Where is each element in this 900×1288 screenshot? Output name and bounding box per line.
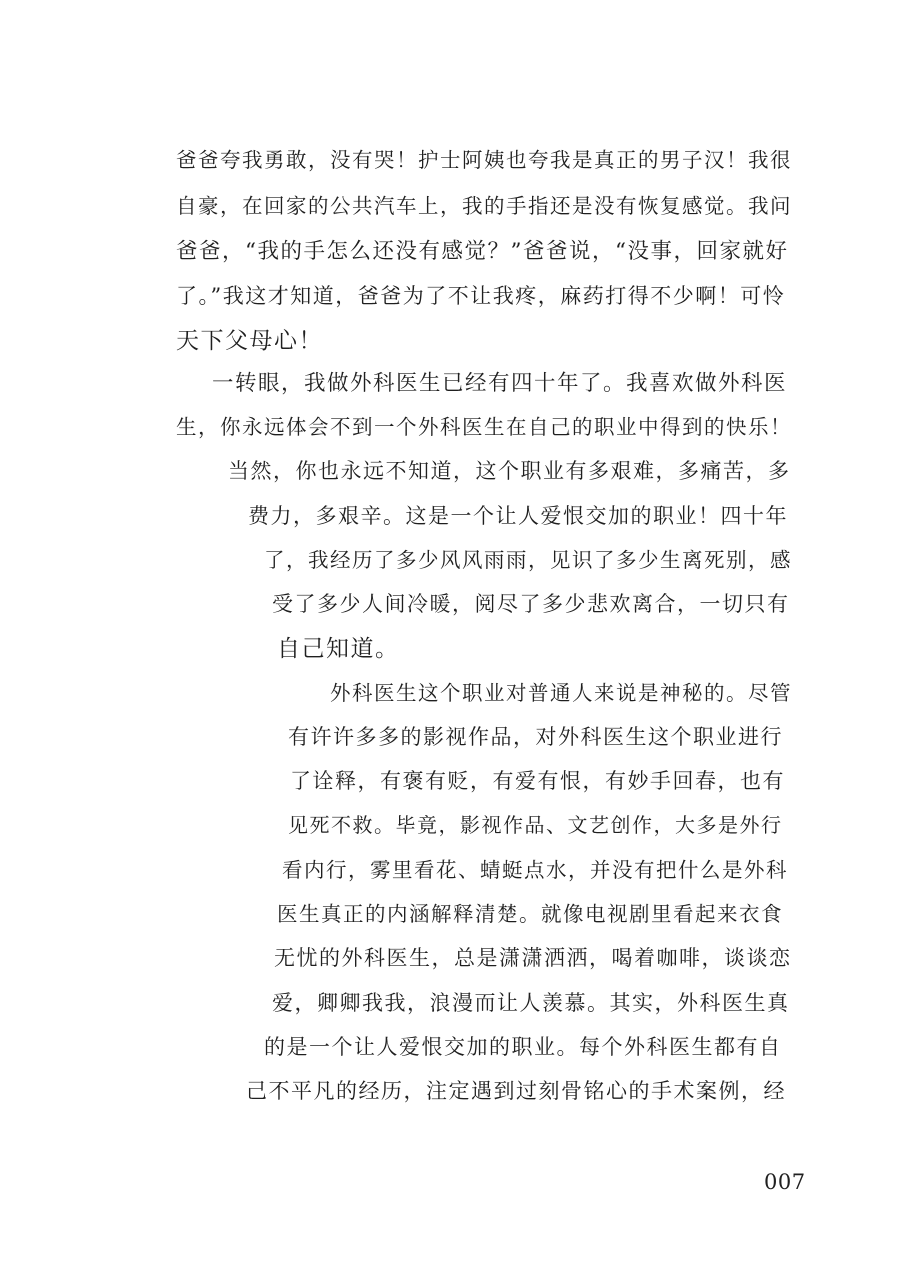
text-line: 了诠释，有褒有贬，有爱有恨，有妙手回春，也有 — [290, 769, 785, 793]
text-line: 爸爸，“我的手怎么还没有感觉？”爸爸说，“没事，回家就好 — [176, 239, 789, 264]
text-line: 了，我经历了多少风风雨雨，见识了多少生离死别，感 — [264, 548, 792, 572]
text-line: 自豪，在回家的公共汽车上，我的手指还是没有恢复感觉。我问 — [176, 194, 792, 218]
text-line: 爸爸夸我勇敢，没有哭！护士阿姨也夸我是真正的男子汉！我很 — [176, 148, 792, 172]
text-line: 生，你永远体会不到一个外科医生在自己的职业中得到的快乐！ — [176, 415, 792, 439]
text-line: 外科医生这个职业对普通人来说是神秘的。尽管 — [330, 681, 792, 705]
text-line: 的是一个让人爱恨交加的职业。每个外科医生都有自 — [264, 1035, 782, 1059]
page-number: 007 — [764, 1170, 806, 1194]
text-line: 天下父母心！ — [176, 328, 323, 354]
text-line: 己不平凡的经历，注定遇到过刻骨铭心的手术案例，经 — [246, 1079, 786, 1103]
text-line: 受了多少人间冷暖，阅尽了多少悲欢离合，一切只有 — [272, 592, 790, 616]
text-line: 自己知道。 — [277, 636, 400, 662]
text-line: 费力，多艰辛。这是一个让人爱恨交加的职业！四十年 — [248, 504, 788, 528]
text-line: 看内行，雾里看花、蜻蜓点水，并没有把什么是外科 — [282, 858, 788, 882]
text-line: 当然，你也永远不知道，这个职业有多艰难，多痛苦，多 — [228, 459, 791, 483]
text-line: 有许许多多的影视作品，对外科医生这个职业进行 — [288, 725, 783, 749]
text-line: 一转眼，我做外科医生已经有四十年了。我喜欢做外科医 — [212, 371, 788, 396]
text-line: 了。”我这才知道，爸爸为了不让我疼，麻药打得不少啊！可怜 — [176, 284, 786, 308]
text-line: 爱，卿卿我我，浪漫而让人羡慕。其实，外科医生真 — [272, 991, 790, 1015]
text-line: 见死不救。毕竟，影视作品、文艺创作，大多是外行 — [288, 813, 783, 837]
text-line: 医生真正的内涵解释清楚。就像电视剧里看起来衣食 — [277, 902, 783, 926]
text-line: 无忧的外科医生，总是潇潇洒洒，喝着咖啡，谈谈恋 — [274, 946, 792, 970]
